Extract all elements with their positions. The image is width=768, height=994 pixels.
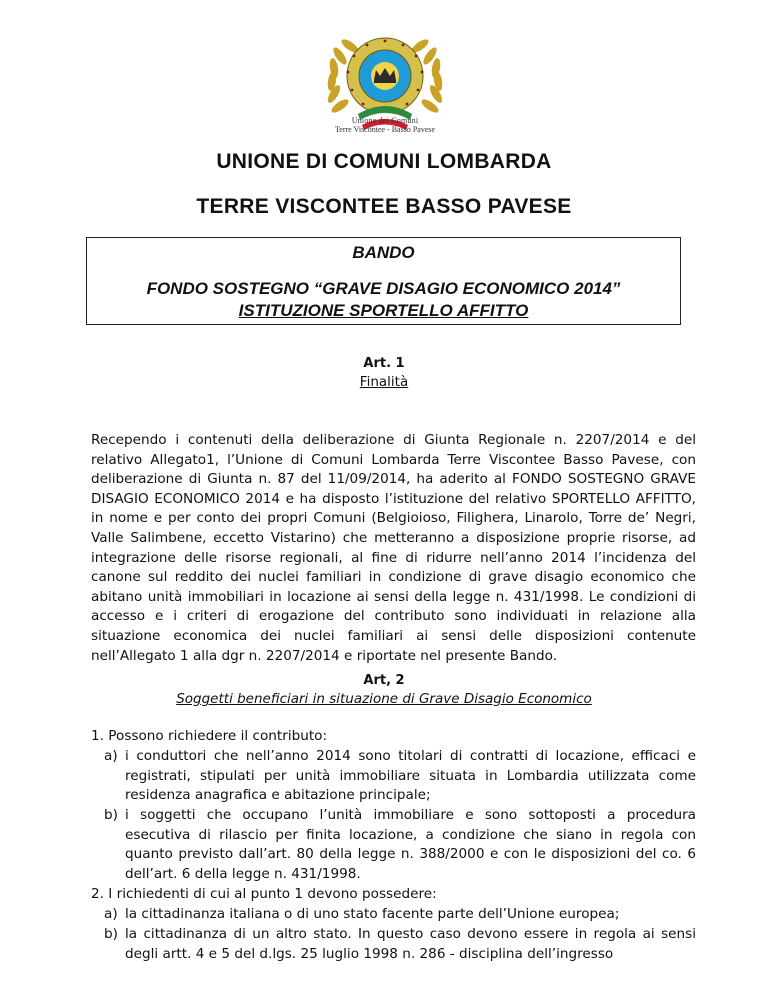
art1-heading: Finalità <box>359 374 409 390</box>
art2-number: Art, 2 <box>363 673 405 688</box>
art2-item-b1-label: b) <box>104 807 118 823</box>
art2-point1: 1. Possono richiedere il contributo: <box>91 728 328 744</box>
istituzione-title: ISTITUZIONE SPORTELLO AFFITTO <box>238 301 529 320</box>
art1-body: Recependo i contenuti della deliberazione di Giunta Regionale n. 2207/2014 e del relativo Allegato1, l’Unione di Comuni Lombarda Terre Viscontee Basso Pavese, con deliberazione di Giunta n. 87 del 11/09/2014, ha aderito al FONDO SOSTEGNO GRAVE DISAGIO ECONOMICO 2014 e ha disposto l’istituzione del relativo SPORTELLO AFFITTO, in nome e per conto dei propri Comuni (Belgioioso, Filighera, Linarolo, Torre de’ Negri, Valle Salimbene, eccetto Vistarino) che metteranno a disposizione proprie risorse, ad integrazione delle risorse regionali, al fine di ridurre nell’anno 2014 l’incidenza del canone sul reddito dei nuclei familiari in condizione di grave disagio economico che abitano unità immobiliari in locazione ai sensi della legge n. 431/1998. Le condizioni di accesso e i criteri di erogazione del contributo sono individuati in relazione alla situazione economica dei nuclei familiari ai sensi delle disposizioni contenute nell’Allegato 1 alla dgr n. 2207/2014 e riportate nel presente Bando. <box>91 432 696 664</box>
art2-heading: Soggetti beneficiari in situazione di Grave Disagio Economico <box>176 691 592 707</box>
logo-caption-line1: Unione dei Comuni <box>351 116 419 125</box>
fondo-title: FONDO SOSTEGNO “GRAVE DISAGIO ECONOMICO 2014” <box>146 279 621 298</box>
art2-item-b2: la cittadinanza di un altro stato. In questo caso devono essere in regola ai sensi degli artt. 4 e 5 del d.lgs. 25 luglio 1998 n. 286 - disciplina dell’ingresso <box>125 926 696 962</box>
art2-item-a2: la cittadinanza italiana o di uno stato facente parte dell’Unione europea; <box>125 906 620 922</box>
art1-number: Art. 1 <box>363 356 405 371</box>
art2-item-b1: i soggetti che occupano l’unità immobiliare e sono sottoposti a procedura esecutiva di rilascio per finita locazione, a condizione che siano in regola con quanto previsto dall’art. 80 della legge n. 388/2000 e con le disposizioni del co. 6 dell’art. 6 della legge n. 431/1998. <box>125 807 696 882</box>
art2-item-a1-label: a) <box>104 748 118 764</box>
art2-point2: 2. I richiedenti di cui al punto 1 devono possedere: <box>91 886 437 902</box>
bando-label: BANDO <box>352 243 415 262</box>
logo-caption-line2: Terre Viscontee - Basso Pavese <box>334 125 436 134</box>
bando-box <box>86 237 681 325</box>
art2-item-a2-label: a) <box>104 906 118 922</box>
art2-item-b2-label: b) <box>104 926 118 942</box>
document-title-line1: UNIONE DI COMUNI LOMBARDA <box>216 150 552 173</box>
art2-item-a1: i conduttori che nell’anno 2014 sono titolari di contratti di locazione, efficaci e registrati, stipulati per unità immobiliare situata in Lombardia utilizzata come residenza anagrafica e abitazione principale; <box>125 748 696 804</box>
document-title-line2: TERRE VISCONTEE BASSO PAVESE <box>196 195 572 218</box>
